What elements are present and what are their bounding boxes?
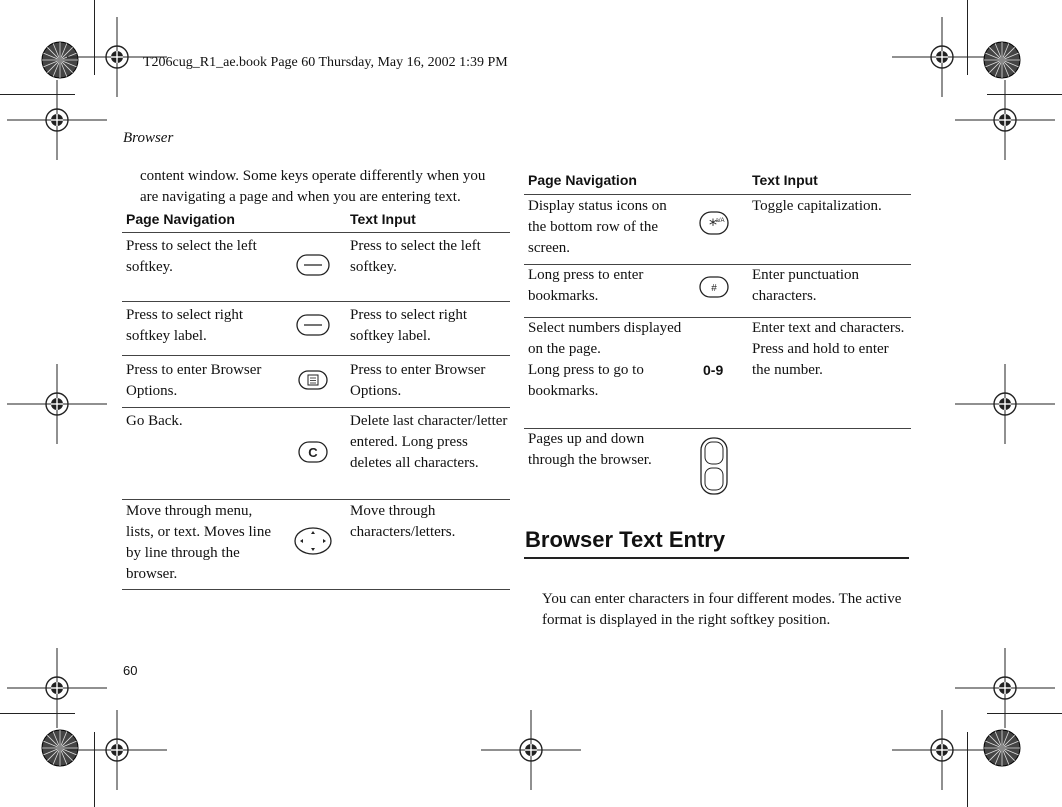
left-row1-nav: Press to select the left softkey. (126, 238, 257, 275)
left-row1-text: Press to select the left softkey. (350, 238, 481, 275)
left-row4-text: Delete last character/letter entered. Long press deletes all characters. (350, 413, 508, 471)
left-row5-nav: Move through menu, lists, or text. Moves line by line through the browser. (126, 503, 271, 582)
left-col-header-nav: Page Navigation (126, 211, 235, 227)
right-col-header-text: Text Input (752, 172, 818, 188)
page-number: 60 (123, 663, 138, 678)
left-softkey-key-icon (296, 254, 330, 276)
right-row1-text: Toggle capitalization. (752, 198, 882, 214)
right-row4-nav: Pages up and down through the browser. (528, 431, 652, 468)
left-row4-nav: Go Back. (126, 413, 183, 429)
left-row2-nav: Press to select right softkey label. (126, 307, 244, 344)
section-title: Browser Text Entry (525, 527, 726, 552)
svg-text:a/A: a/A (715, 218, 725, 224)
left-row3-nav: Press to enter Browser Options. (126, 362, 262, 399)
right-col-header-nav: Page Navigation (528, 172, 637, 188)
svg-text:#: # (711, 283, 717, 294)
left-row3-text: Press to enter Browser Options. (350, 362, 486, 399)
left-row2-text: Press to select right softkey label. (350, 307, 468, 344)
left-row5-text: Move through characters/letters. (350, 503, 456, 540)
volume-key-icon (700, 437, 728, 495)
svg-text:*: * (709, 215, 717, 234)
clear-key-icon (298, 441, 328, 463)
star-key-icon (699, 211, 729, 235)
right-row2-nav: Long press to enter bookmarks. (528, 267, 644, 304)
intro-text: content window. Some keys operate differently when you are navigating a page and when you are entering text. (140, 168, 486, 205)
right-row3-nav: Select numbers displayed on the page. Long press to go to bookmarks. (528, 320, 682, 399)
book-info: T206cug_R1_ae.book Page 60 Thursday, May 16, 2002 1:39 PM (143, 55, 508, 70)
right-row2-text: Enter punctuation characters. (752, 267, 860, 304)
section-body: You can enter characters in four different modes. The active format is displayed in the right softkey position. (542, 591, 902, 628)
right-softkey-key-icon (296, 314, 330, 336)
running-header: Browser (123, 130, 174, 146)
pound-key-icon (699, 276, 729, 298)
menu-key-icon (298, 370, 328, 390)
svg-text:C: C (308, 445, 318, 460)
right-row3-text: Enter text and characters. Press and hold to enter the number. (752, 320, 905, 378)
left-col-header-text: Text Input (350, 211, 416, 227)
navigation-key-icon (294, 526, 332, 556)
number-keys-label: 0-9 (703, 362, 724, 378)
right-row1-nav: Display status icons on the bottom row of the screen. (528, 198, 667, 256)
